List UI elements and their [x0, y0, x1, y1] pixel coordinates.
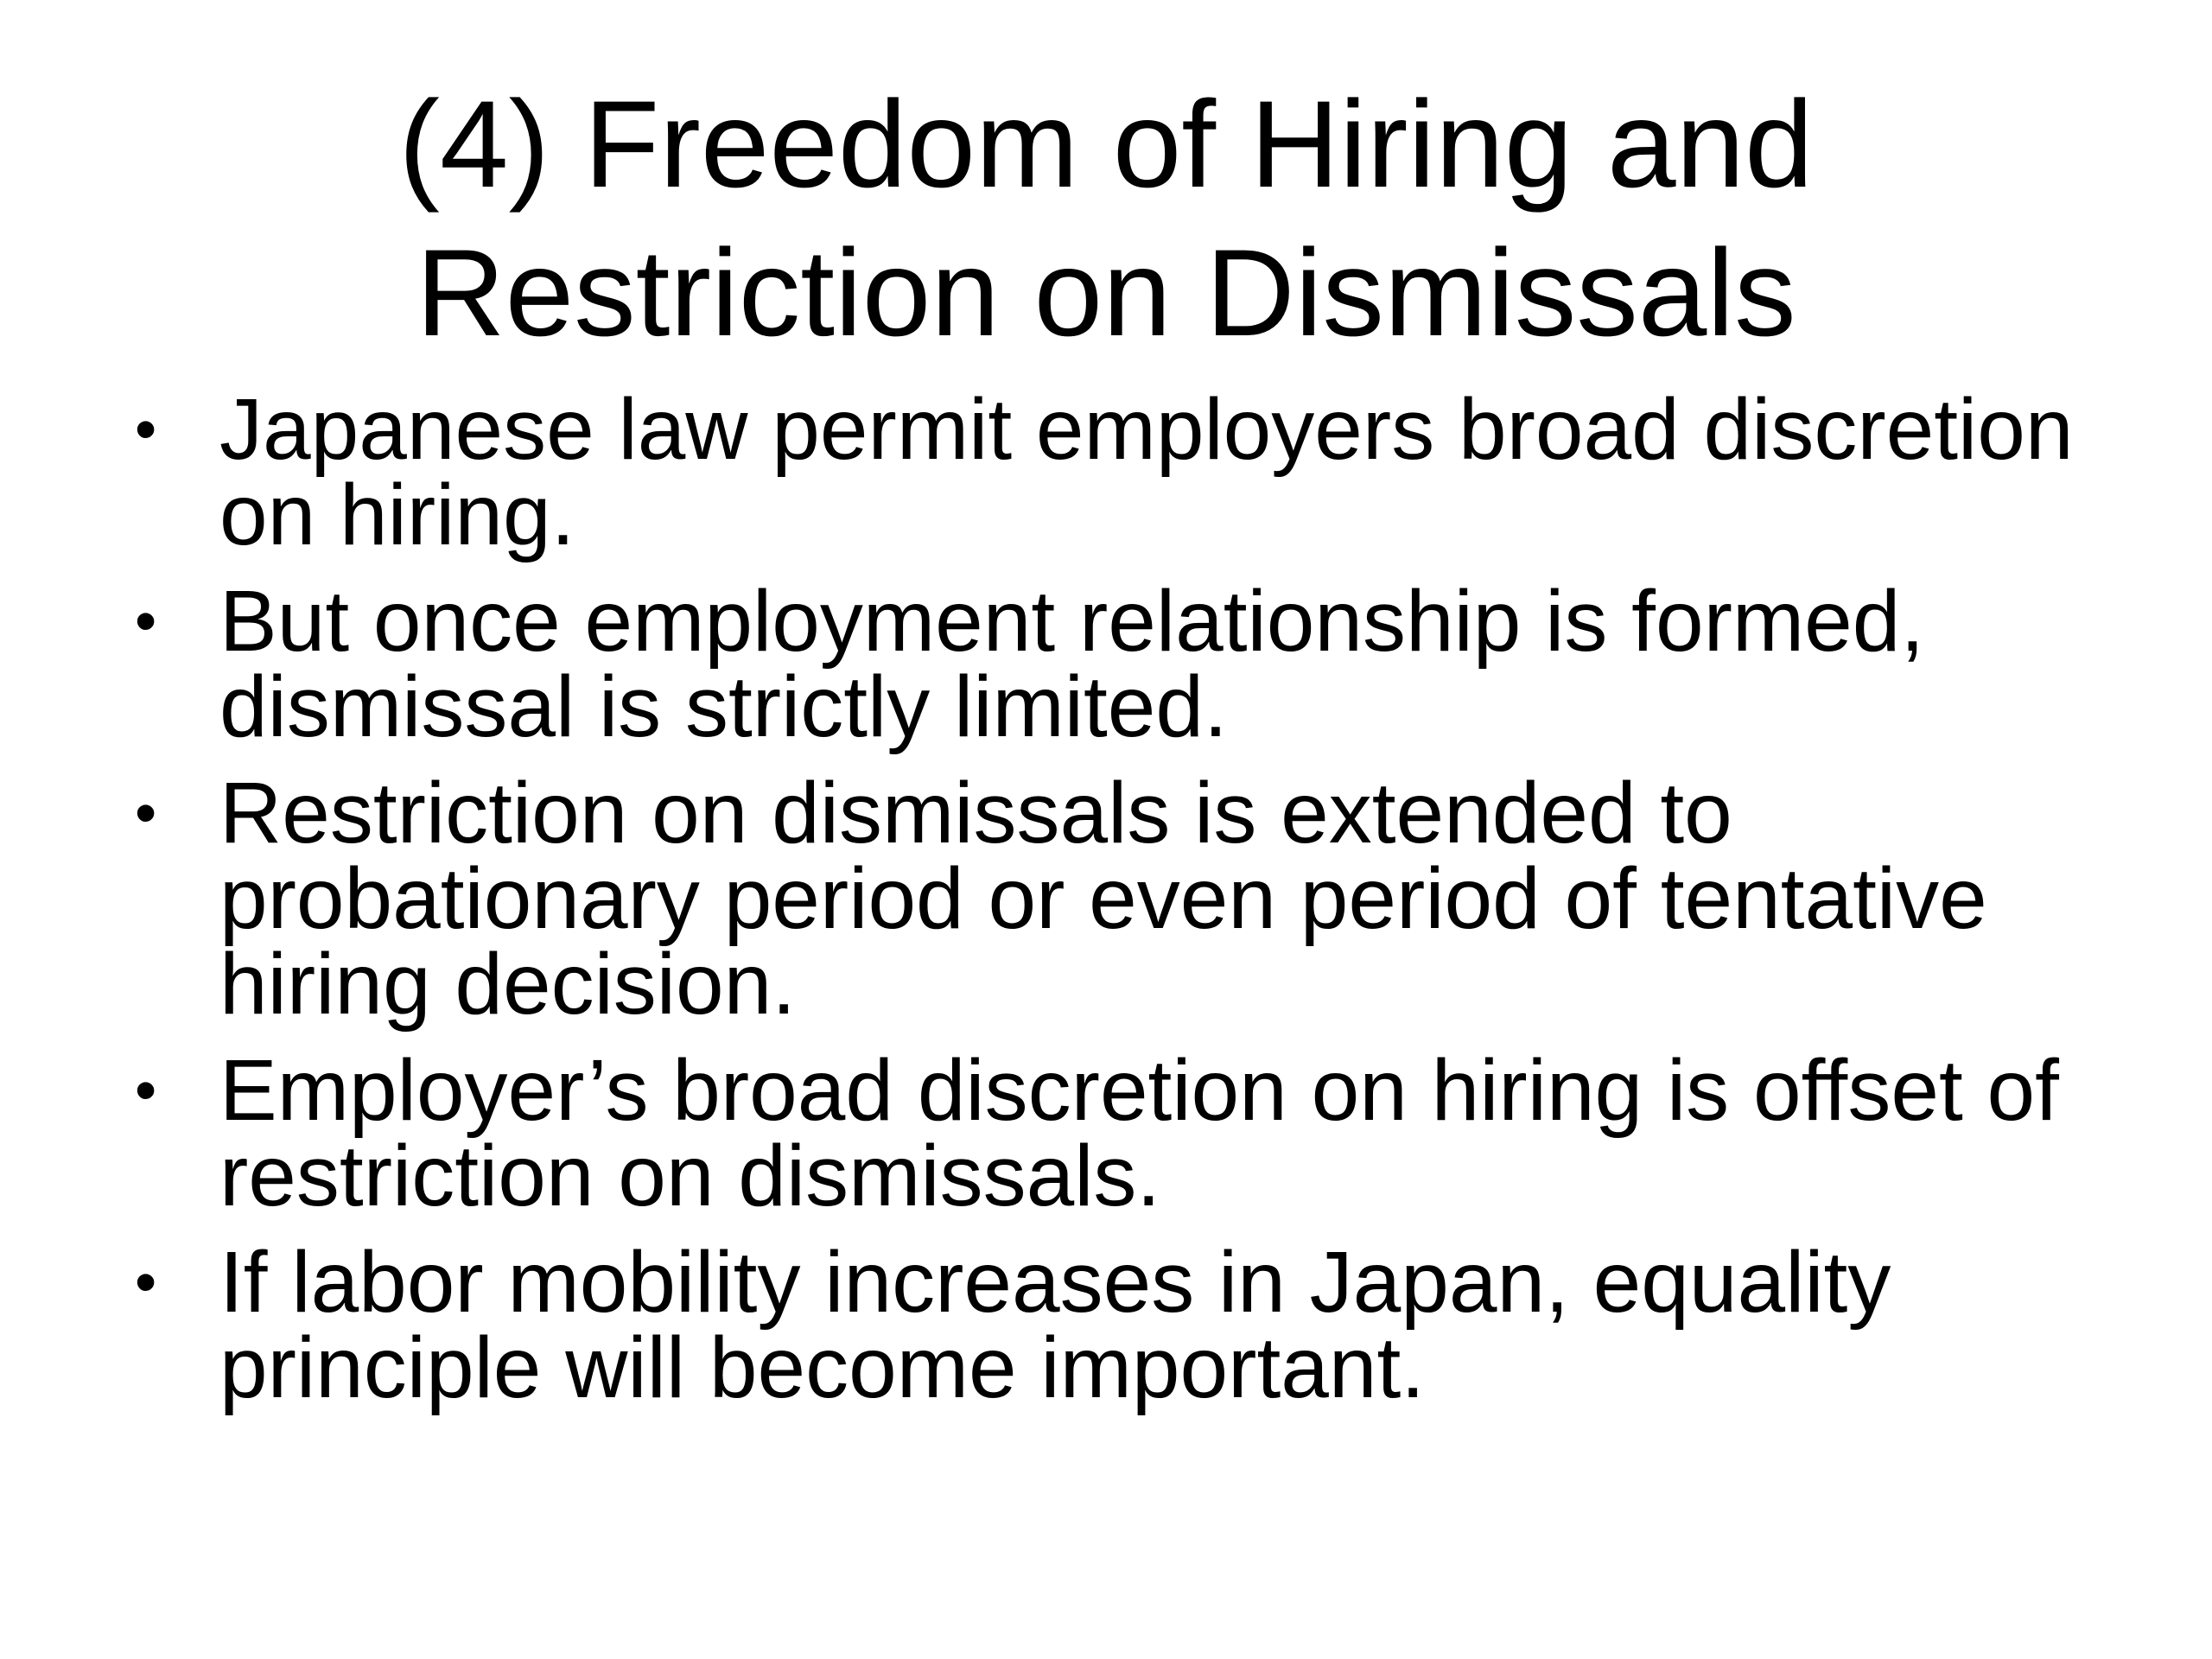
bullet-list: [130, 381, 2117, 1432]
bullet-3-line-2: probationary period or even period of tentative: [219, 850, 1987, 947]
bullet-item-5: [130, 1234, 2117, 1416]
bullet-3-line-1: Restriction on dismissals is extended to: [219, 765, 1732, 861]
bullet-3-line-3: hiring decision.: [219, 936, 797, 1033]
slide-title: [173, 71, 2039, 368]
bullet-item-2: [130, 573, 2117, 755]
bullet-5-line-1: If labor mobility increases in Japan, equality: [219, 1234, 1891, 1331]
bullet-2-line-2: dismissal is strictly limited.: [219, 658, 1228, 755]
slide-title-line-1: (4) Freedom of Hiring and: [398, 76, 1814, 213]
bullet-point-icon: •: [135, 395, 157, 464]
bullet-item-1: [130, 381, 2117, 563]
slide-title-line-2: Restriction on Dismissals: [416, 225, 1796, 362]
bullet-4-line-1: Employer’s broad discretion on hiring is offset of: [219, 1042, 2059, 1139]
bullet-item-3: [130, 765, 2117, 1033]
bullet-point-icon: •: [135, 587, 157, 656]
bullet-2-line-1: But once employment relationship is formed,: [219, 573, 1925, 670]
bullet-5-line-2: principle will become important.: [219, 1319, 1426, 1416]
bullet-1-line-1: Japanese law permit employers broad discretion: [219, 381, 2074, 478]
bullet-item-4: [130, 1042, 2117, 1224]
bullet-4-line-2: restriction on dismissals.: [219, 1128, 1161, 1224]
bullet-point-icon: •: [135, 1056, 157, 1125]
bullet-1-line-2: on hiring.: [219, 467, 575, 563]
bullet-point-icon: •: [135, 1248, 157, 1317]
bullet-point-icon: •: [135, 779, 157, 848]
